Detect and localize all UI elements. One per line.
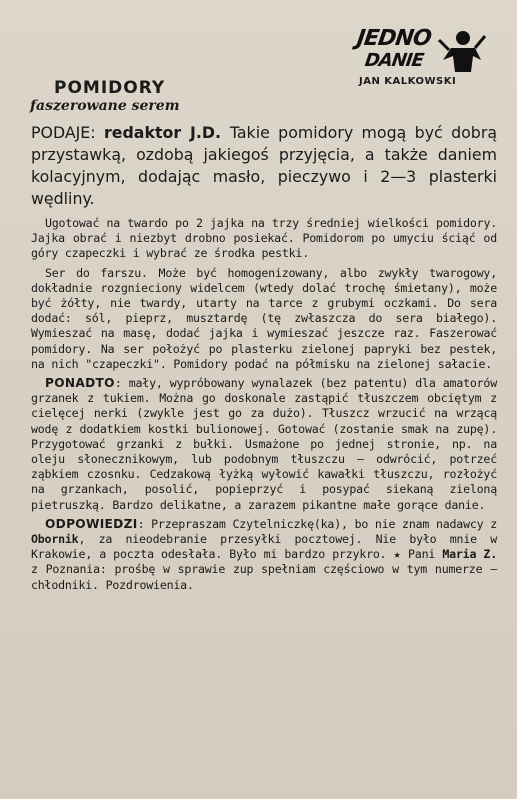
- chef-figure-icon: [437, 26, 487, 76]
- column-logo: [357, 26, 487, 96]
- odpowiedzi-text-a: : Przepraszam Czytelniczkę(ka), bo nie znam nadawcy z: [137, 516, 497, 531]
- ponadto-heading: PONADTO: [45, 376, 115, 391]
- paragraph-ponadto: [31, 376, 497, 513]
- odpowiedzi-reader-name: Maria Z.: [442, 547, 497, 562]
- odpowiedzi-heading: ODPOWIEDZI: [45, 516, 138, 531]
- paragraph-odpowiedzi: [31, 517, 497, 593]
- paragraph-eggs: Ugotować na twardo po 2 jajka na trzy średniej wielkości pomidory. Jajka obrać i niezbyt drobno posiekać. Pomidorom po umyciu ściąć od góry czapeczki i wybrać ze środka pestki.: [31, 216, 497, 261]
- odpowiedzi-text-c: z Poznania: prośbę w sprawie zup spełniam częściowo w tym numerze — chłodniki. Pozdrowienia.: [31, 562, 497, 592]
- lead-author: redaktor J.D.: [103, 123, 230, 142]
- ponadto-text: : mały, wypróbowany wynalazek (bez patentu) dla amatorów grzanek z tukiem. Można go doskonale zastąpić tłuszczem obciętym z cielęcej nerki (zwykle jest go za dużo). Tłuszcz wrzucić na wrzącą wodę z dodatkiem kostki bulionowej. Gotować (zostanie smak na zupę). Przygotować grzanki z bułki. Usmażone po jednej stronie, np. na oleju słonecznikowym, lub podobnym tłuszczu — odwrócić, potrzeć ząbkiem czosnku. Cedzakową łyżką wyłowić kawałki tłuszczu, rozłożyć na grzankach, posolić, popieprzyć i posypać siekaną zieloną pietruszką. Bardzo delikatne, a zarazem pikantne małe gorące danie.: [31, 376, 497, 512]
- article-body: [31, 122, 497, 597]
- recipe-subtitle: faszerowane serem: [30, 98, 180, 114]
- paragraph-cheese-filling: Ser do farszu. Może być homogenizowany, albo zwykły twarogowy, dokładnie rozgnieciony widelcem (wtedy dolać trochę śmietany), może być żółty, nie twardy, utarty na tarce z grubymi oczkami. Do sera dodać: sól, pieprz, musztardę (tę zwłaszcza do sera białego). Wymieszać na masę, dodać jajka i wymieszać jeszcze raz. Faszerować pomidory. Na ser położyć po plasterku zielonej papryki bez pestek, na nich "czapeczki". Pomidory podać na półmisku na zielonej sałacie.: [31, 265, 497, 371]
- odpowiedzi-text-b: , za nieodebranie przesyłki pocztowej. Nie było mnie w Krakowie, a poczta odesłała. Było mi bardzo przykro. ★ Pani: [31, 532, 497, 562]
- author-name: JAN KALKOWSKI: [359, 76, 457, 87]
- logo-word-jedno: JEDNO: [355, 26, 433, 51]
- recipe-title: POMIDORY: [54, 78, 166, 98]
- lead-heading: PODAJE:: [31, 123, 104, 142]
- lead-paragraph: [31, 122, 497, 210]
- odpowiedzi-city: Obornik: [31, 532, 79, 547]
- lead-text: Takie pomidory mogą być dobrą przystawką, ozdobą jakiegoś przyjęcia, a także daniem kolacyjnym, dodając masło, pieczywo i 2—3 plasterki wędliny.: [31, 123, 497, 208]
- logo-word-danie: DANIE: [363, 50, 425, 71]
